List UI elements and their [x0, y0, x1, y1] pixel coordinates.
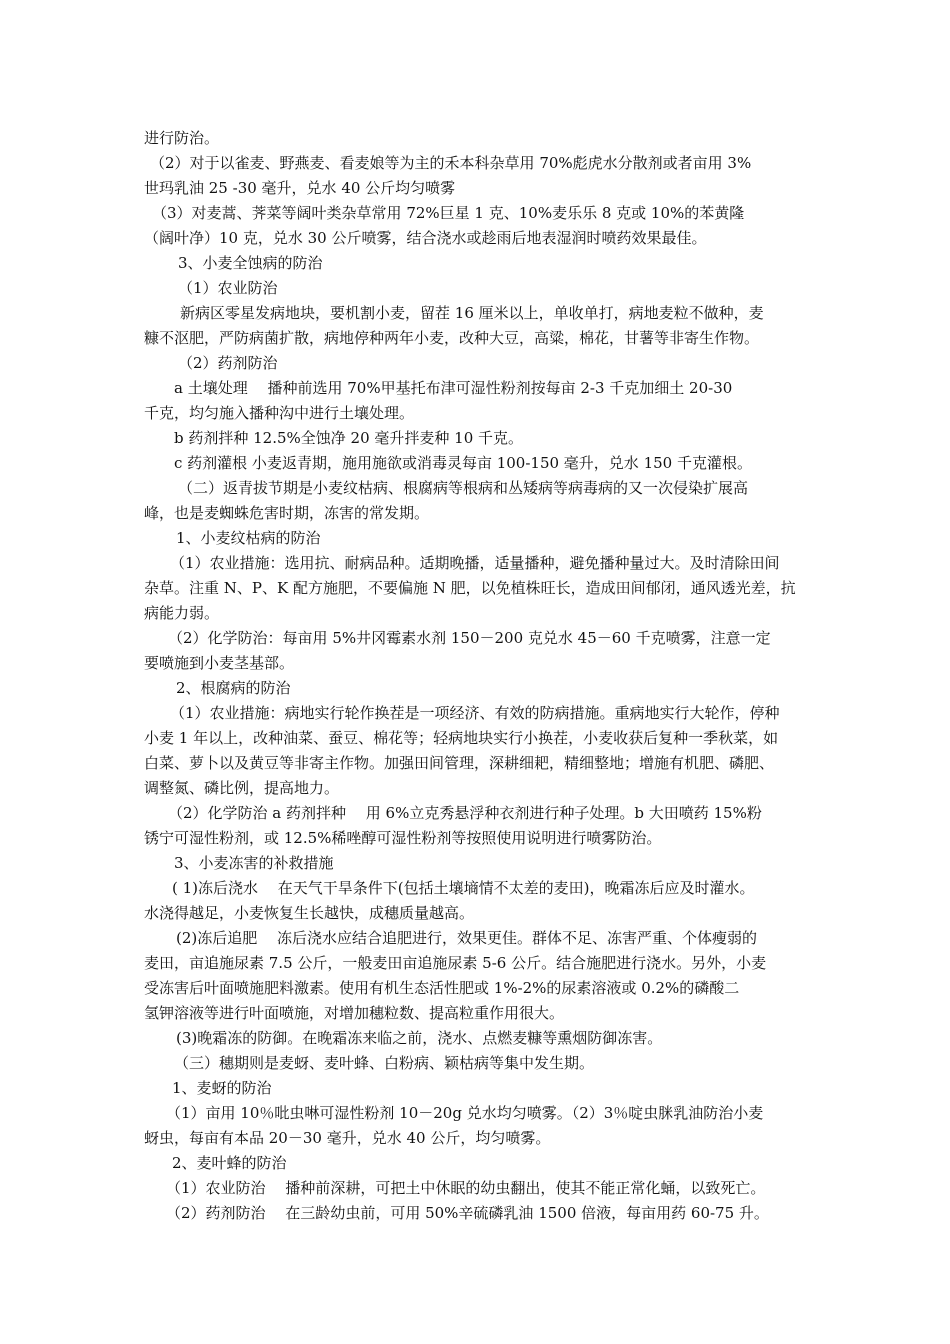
section-heading: （三）穗期则是麦蚜、麦叶蜂、白粉病、颖枯病等集中发生期。: [174, 1054, 595, 1072]
text-line: 病能力弱。: [144, 604, 220, 622]
text-line: 千克，均匀施入播种沟中进行土壤处理。: [144, 404, 415, 422]
text-line: （1）农业措施：病地实行轮作换茬是一项经济、有效的防病措施。重病地实行大轮作，停种: [170, 704, 780, 722]
text-line: 糠不沤肥，严防病菌扩散，病地停种两年小麦，改种大豆，高粱，棉花，甘薯等非寄生作物。: [144, 329, 760, 347]
text-line: （1）农业措施：选用抗、耐病品种。适期晚播，适量播种，避免播种量过大。及时清除田间: [170, 554, 780, 572]
subsection-heading: （1）农业防治: [178, 279, 278, 297]
text-line: 杂草。注重 N、P、K 配方施肥，不要偏施 N 肥，以免植株旺长，造成田间郁闭，通风透光差，抗: [144, 579, 796, 597]
text-line: 氢钾溶液等进行叶面喷施，对增加穗粒数、提高粒重作用很大。: [144, 1004, 565, 1022]
text-line: 进行防治。: [144, 129, 220, 147]
text-line: 锈宁可湿性粉剂，或 12.5%稀唑醇可湿性粉剂等按照使用说明进行喷雾防治。: [144, 829, 662, 847]
text-line: 要喷施到小麦茎基部。: [144, 654, 295, 672]
text-line: 蚜虫，每亩有本品 20－30 毫升，兑水 40 公斤，均匀喷雾。: [144, 1129, 551, 1147]
text-line: （3）对麦蒿、荠菜等阔叶类杂草常用 72%巨星 1 克、10%麦乐乐 8 克或 10%的苯黄隆: [152, 204, 745, 222]
text-line: ( 1)冻后浇水 在天气干旱条件下(包括土壤墒情不太差的麦田)，晚霜冻后应及时灌水。: [172, 879, 755, 897]
text-line: （2）化学防治：每亩用 5%井冈霉素水剂 150－200 克兑水 45－60 千克喷雾，注意一定: [168, 629, 771, 647]
text-line: 新病区零星发病地块，要机割小麦，留茬 16 厘米以上，单收单打，病地麦粒不做种，麦: [180, 304, 764, 322]
text-line: a 土壤处理 播种前选用 70%甲基托布津可湿性粉剂按每亩 2-3 千克加细土 20-30: [174, 379, 733, 397]
text-line: 麦田，亩追施尿素 7.5 公斤，一般麦田亩追施尿素 5-6 公斤。结合施肥进行浇水。另外，小麦: [144, 954, 767, 972]
text-line: 水浇得越足，小麦恢复生长越快，成穗质量越高。: [144, 904, 475, 922]
text-line: 白菜、萝卜以及黄豆等非寄主作物。加强田间管理，深耕细耙，精细整地；增施有机肥、磷肥、: [144, 754, 775, 772]
text-line: （1）农业防治 播种前深耕，可把土中休眠的幼虫翻出，使其不能正常化蛹，以致死亡。: [166, 1179, 766, 1197]
section-heading: 3、小麦冻害的补救措施: [174, 854, 334, 872]
text-line: （二）返青拔节期是小麦纹枯病、根腐病等根病和丛矮病等病毒病的又一次侵染扩展高: [178, 479, 749, 497]
text-line: （2）药剂防治 在三龄幼虫前，可用 50%辛硫磷乳油 1500 倍液，每亩用药 60-75 升。: [166, 1204, 769, 1222]
text-line: (2)冻后追肥 冻后浇水应结合追肥进行，效果更佳。群体不足、冻害严重、个体瘦弱的: [176, 929, 758, 947]
text-line: 小麦 1 年以上，改种油菜、蚕豆、棉花等；轻病地块实行小换茬，小麦收获后复种一季秋菜，如: [144, 729, 779, 747]
text-line: (3)晚霜冻的防御。在晚霜冻来临之前，浇水、点燃麦糠等熏烟防御冻害。: [176, 1029, 663, 1047]
section-heading: 3、小麦全蚀病的防治: [178, 254, 323, 272]
text-line: （2）对于以雀麦、野燕麦、看麦娘等为主的禾本科杂草用 70%彪虎水分散剂或者亩用 3%: [150, 154, 752, 172]
section-heading: 1、麦蚜的防治: [172, 1079, 272, 1097]
text-line: 峰，也是麦蜘蛛危害时期，冻害的常发期。: [144, 504, 430, 522]
text-line: 受冻害后叶面喷施肥料激素。使用有机生态活性肥或 1%-2%的尿素溶液或 0.2%的磷酸二: [144, 979, 740, 997]
text-line: 调整氮、磷比例，提高地力。: [144, 779, 340, 797]
text-line: （阔叶净）10 克，兑水 30 公斤喷雾，结合浇水或趁雨后地表湿润时喷药效果最佳。: [144, 229, 707, 247]
text-line: 世玛乳油 25 -30 毫升，兑水 40 公斤均匀喷雾: [144, 179, 456, 197]
section-heading: 2、根腐病的防治: [176, 679, 291, 697]
text-line: c 药剂灌根 小麦返青期，施用施欲或消毒灵每亩 100-150 毫升，兑水 150 千克灌根。: [174, 454, 752, 472]
section-heading: 1、小麦纹枯病的防治: [176, 529, 321, 547]
subsection-heading: （2）药剂防治: [178, 354, 278, 372]
section-heading: 2、麦叶蜂的防治: [172, 1154, 287, 1172]
text-line: （1）亩用 10％吡虫啉可湿性粉剂 10－20g 兑水均匀喷雾。（2）3％啶虫脒乳油防治小麦: [166, 1104, 764, 1122]
text-line: （2）化学防治 a 药剂拌种 用 6%立克秀悬浮种衣剂进行种子处理。b 大田喷药 15%粉: [168, 804, 762, 822]
text-line: b 药剂拌种 12.5%全蚀净 20 毫升拌麦种 10 千克。: [174, 429, 524, 447]
